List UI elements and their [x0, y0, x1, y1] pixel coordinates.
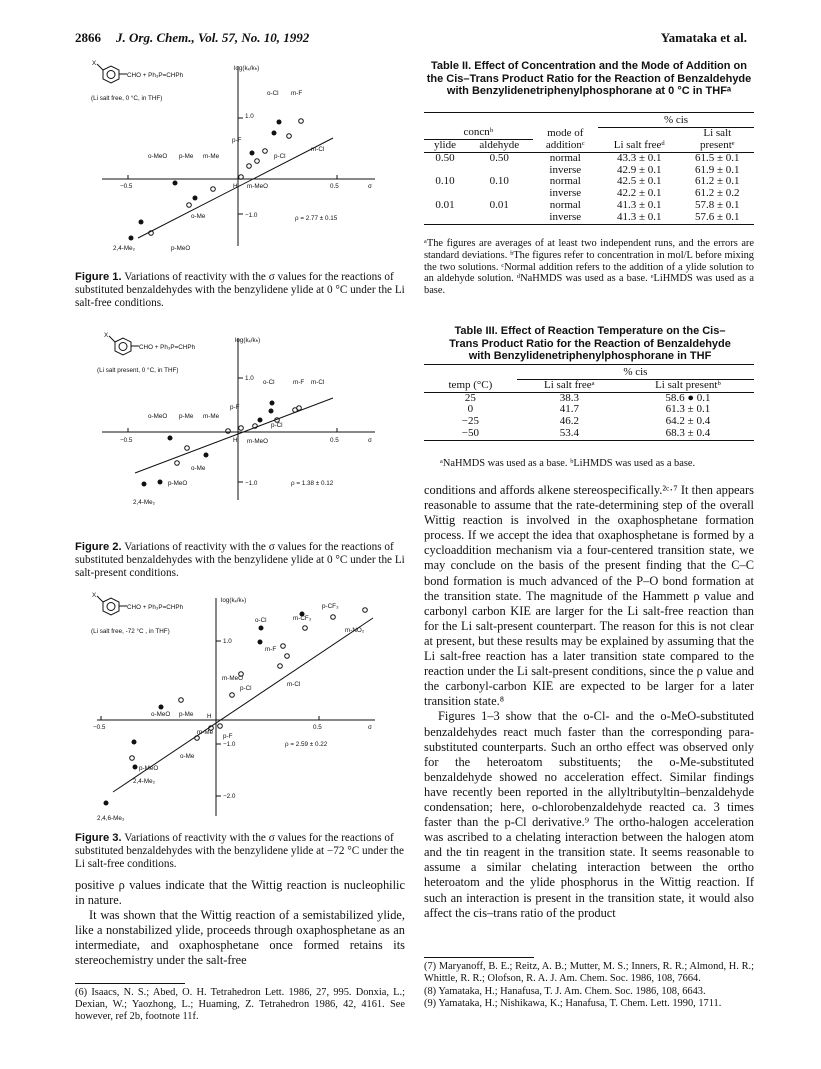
svg-text:2,4-Me₂: 2,4-Me₂	[133, 499, 156, 506]
svg-text:2,4-Me₂: 2,4-Me₂	[113, 245, 136, 252]
substituent-x-label: X	[92, 60, 97, 67]
svg-text:o-MeO: o-MeO	[148, 153, 168, 160]
svg-text:m-Me: m-Me	[197, 729, 214, 736]
svg-text:o-MeO: o-MeO	[151, 711, 171, 718]
table-row: inverse 41.3 ± 0.1 57.6 ± 0.1	[424, 212, 754, 224]
table-3: % cis temp (°C) Li salt freeᵃ Li salt presentᵇ 25 38.3 58.6 ● 0.1 0 41.7 61.3 ± 0.1 −25 46.2 64.2 ± 0.4 −50 53.4 68.3 ± 0.4	[424, 367, 754, 441]
svg-text:p-Me: p-Me	[179, 711, 194, 718]
svg-text:m-MeO: m-MeO	[222, 675, 243, 682]
table-row: −25 46.2 64.2 ± 0.4	[461, 415, 711, 428]
svg-text:1.0: 1.0	[223, 638, 232, 645]
svg-text:o-Cl: o-Cl	[263, 379, 275, 386]
svg-text:o-Me: o-Me	[191, 213, 206, 220]
svg-text:p-F: p-F	[230, 404, 240, 411]
table-2: % cis concnᵇ mode of Li salt ylide aldehyde additionᶜ Li salt freeᵈ presentᵉ 0.50 0.50 normal 43.3 ± 0.1 61.5 ± 0.1 inverse 42.9 ± 0.1 61.9 ± 0.1 0.10 0.10 normal 42.5 ± 0.1 61.2 ± 0.1 inverse 42.2 ± 0.1 61.2 ± 0.2 0.01 0.01 normal 41.3 ± 0.1 57.8 ± 0.1 inverse 41.3 ± 0.1 57.6 ± 0.1	[424, 115, 754, 225]
table-row: inverse 42.2 ± 0.1 61.2 ± 0.2	[549, 187, 740, 200]
x-axis-label: σ	[368, 183, 372, 190]
svg-text:p-Cl: p-Cl	[240, 685, 252, 692]
running-authors: Yamataka et al.	[660, 30, 747, 45]
table-3-notes: ᵃNaHMDS was used as a base. ᵇLiHMDS was used as a base.	[440, 458, 696, 469]
page-number: 2866	[75, 30, 101, 45]
svg-text:CHO + Ph₃P=CHPh: CHO + Ph₃P=CHPh	[127, 604, 184, 611]
table-row: 25 38.3 58.6 ● 0.1	[464, 391, 711, 404]
svg-text:−0.5: −0.5	[93, 724, 106, 731]
svg-text:p-Me: p-Me	[179, 413, 194, 420]
svg-text:m-Cl: m-Cl	[287, 681, 301, 688]
svg-text:p-Me: p-Me	[179, 153, 194, 160]
conditions-label: (Li salt free, 0 °C, in THF)	[91, 95, 163, 102]
svg-text:m-F: m-F	[291, 90, 303, 97]
svg-text:CHO + Ph₃P=CHPh: CHO + Ph₃P=CHPh	[139, 344, 196, 351]
svg-text:m-NO₂: m-NO₂	[345, 627, 365, 634]
svg-text:log(kₓ/kₕ): log(kₓ/kₕ)	[235, 337, 261, 344]
x-tick-pos: 0.5	[330, 183, 339, 190]
svg-text:ρ = 2.59 ± 0.22: ρ = 2.59 ± 0.22	[285, 741, 328, 748]
x-tick-neg: −0.5	[120, 183, 133, 190]
figure-2-caption: Figure 2. Variations of reactivity with the σ values for the reactions of substituted benzaldehydes with the benzylidene ylide at 0 °C under the Li salt-present conditions.	[75, 541, 405, 579]
svg-text:X: X	[104, 332, 109, 339]
svg-text:−1.0: −1.0	[223, 741, 236, 748]
y-tick-pos: 1.0	[245, 113, 254, 120]
table-row: −50 53.4 68.3 ± 0.4	[424, 428, 754, 440]
y-axis-label: log(kₓ/kₕ)	[234, 65, 260, 72]
rho-label: ρ = 2.77 ± 0.15	[295, 215, 338, 222]
svg-text:p-F: p-F	[223, 733, 233, 740]
svg-text:σ: σ	[368, 724, 372, 731]
svg-text:m-MeO: m-MeO	[247, 438, 268, 445]
left-body-text: positive ρ values indicate that the Wittig reaction is nucleophilic in nature. It was shown that the Wittig reaction of a semistabilized ylide, like a nonstabilized ylide, proceeds through oxaphosphetane as an intermediate, and oxaphosphetane once formed retains its stereochemistry under the salt-free	[75, 878, 405, 968]
figure-2-plot	[75, 330, 405, 520]
svg-text:p-MeO: p-MeO	[168, 480, 188, 487]
figure-3-plot	[75, 590, 405, 830]
left-footnote: (6) Isaacs, N. S.; Abed, O. H. Tetrahedron Lett. 1986, 27, 995. Donxia, L.; Dexian, W.; Yaozhong, L.; Huaming, Z. Tetrahedron 1986, 42, 4161. See however, ref 2b, footnote 11f.	[75, 987, 405, 1022]
benzene-ring-icon	[103, 598, 119, 615]
svg-text:H: H	[233, 437, 238, 444]
svg-text:m-Me: m-Me	[203, 413, 220, 420]
svg-text:m-CF₃: m-CF₃	[293, 615, 312, 622]
svg-text:log(kₓ/kₕ): log(kₓ/kₕ)	[221, 597, 247, 604]
svg-text:m-MeO: m-MeO	[247, 183, 268, 190]
svg-text:m-F: m-F	[293, 379, 305, 386]
svg-text:2,4-Me₂: 2,4-Me₂	[133, 778, 156, 785]
svg-text:−1.0: −1.0	[245, 480, 258, 487]
benzene-ring-icon	[103, 66, 119, 83]
svg-text:H: H	[207, 713, 212, 720]
reaction-label: CHO + Ph₃P=CHPh	[127, 72, 184, 79]
svg-text:(Li salt free, -72 °C , in THF: (Li salt free, -72 °C , in THF)	[91, 628, 170, 635]
figure-1-caption: Figure 1. Variations of reactivity with the σ values for the reactions of substituted benzaldehydes with the benzylidene ylide at 0 °C under the Li salt-free conditions.	[75, 271, 405, 309]
right-footnotes: (7) Maryanoff, B. E.; Reitz, A. B.; Mutter, M. S.; Inners, R. R.; Almond, H. R.; Whittle, R. R.; Olofson, R. A. J. Am. Chem. Soc. 1986, 108, 7664. (8) Yamataka, H.; Hanafusa, T. J. Am. Chem. Soc. 1986, 108, 6643. (9) Yamataka, H.; Nishikawa, K.; Hanafusa, T. Chem. Lett. 1990, 1711.	[424, 961, 754, 1010]
table-2-notes: ᵃThe figures are averages of at least two independent runs, and the errors are standard deviations. ᵇThe figures refer to concentration in mol/L before mixing the two solutions. ᶜNormal addition refers to the addition of a ylide solution to an aldehyde solution. ᵈNaHMDS was used as a base. ᵉLiHMDS was used as a base.	[424, 238, 754, 297]
svg-text:p-MeO: p-MeO	[139, 765, 159, 772]
svg-text:o-MeO: o-MeO	[148, 413, 168, 420]
svg-text:o-Me: o-Me	[191, 465, 206, 472]
svg-text:ρ = 1.38 ± 0.12: ρ = 1.38 ± 0.12	[291, 480, 334, 487]
figure-1-plot	[75, 58, 405, 258]
svg-text:m-Me: m-Me	[203, 153, 220, 160]
svg-text:−0.5: −0.5	[120, 437, 133, 444]
svg-text:0.5: 0.5	[313, 724, 322, 731]
svg-text:p-MeO: p-MeO	[171, 245, 191, 252]
svg-text:o-Me: o-Me	[180, 753, 195, 760]
svg-text:2,4,6-Me₃: 2,4,6-Me₃	[97, 815, 125, 822]
benzene-ring-icon	[115, 338, 131, 355]
svg-text:(Li salt present, 0 °C, in THF: (Li salt present, 0 °C, in THF)	[97, 367, 179, 374]
svg-text:p-F: p-F	[232, 137, 242, 144]
svg-text:0.5: 0.5	[330, 437, 339, 444]
svg-text:m-Cl: m-Cl	[311, 379, 325, 386]
table-row: inverse 42.9 ± 0.1 61.9 ± 0.1	[549, 163, 740, 176]
svg-text:o-Cl: o-Cl	[255, 617, 267, 624]
journal-citation: J. Org. Chem., Vol. 57, No. 10, 1992	[116, 30, 310, 45]
right-body-text: conditions and affords alkene stereospecifically.²ᶜ·⁷ It then appears reasonable to assume that the rate-determining step of the overall Wittig reaction is involved in the oxaphosphetane formation process. If we accept the idea that oxaphosphetane is formed by a cycloaddition mechanism via a four-centered transition state, we may conclude on the basis of the present finding that the C–C bond formation is much advanced of the P–O bond formation at the transition state. The magnitude of the Hammett ρ value and carbonyl carbon KIE are larger for the Li salt-free reaction than for the Li salt-present counterpart. The reason for this is not clear at present, but these results may be explained by assuming that the Li salt-free reaction has a later transition state compared to the reaction under the Li salt-present conditions, since the ρ value and the carbonyl-carbon KIE are expected to be larger for a later transition state.⁸ Figures 1–3 show that the o-Cl- and the o-MeO-substituted benzaldehydes react much faster than the corresponding para-substituted counterparts. Such an ortho effect was observed only for the heteroatom substituents; the o-Me-substituted benzaldehyde showed no acceleration effect. Similar findings have recently been reported in the allyltributyltin–benzaldehyde condensation; here, o-chlorobenzaldehyde reacted ca. 3 times faster than the p-Cl derivative.⁹ The ortho-halogen acceleration was ascribed to a chelating interaction between the halogen atom and the tin reagent in the transition state. It seems reasonable to assume a similar chelating interaction between the ortho heteroatom and the ylide phosphorus in the Wittig reaction. If such an interaction is present in the transition state, it would also affect the cis–trans ratio of the product	[424, 483, 754, 920]
table-row: 0.01 0.01 normal 41.3 ± 0.1 57.8 ± 0.1	[435, 199, 740, 212]
svg-text:p-CF₃: p-CF₃	[322, 603, 339, 610]
table-3-title: Table III. Effect of Reaction Temperature on the Cis–Trans Product Ratio for the Reaction of Benzaldehyde with Benzylidenetriphenylphosphorane in THF	[449, 325, 731, 362]
table-row: 0.50 0.50 normal 43.3 ± 0.1 61.5 ± 0.1	[435, 151, 740, 164]
origin-label: H	[233, 183, 238, 190]
svg-text:o-Cl: o-Cl	[267, 90, 279, 97]
table-2-title: Table II. Effect of Concentration and the Mode of Addition on the Cis–Trans Product Ratio for the Reaction of Benzaldehyde with Benzylidenetriphenylphosphorane at 0 °C in THFᵃ	[426, 60, 752, 97]
figure-3-caption: Figure 3. Variations of reactivity with the σ values for the reactions of substituted benzaldehydes with the benzylidene ylide at −72 °C under the Li salt-free conditions.	[75, 832, 404, 870]
table-row: 0.10 0.10 normal 42.5 ± 0.1 61.2 ± 0.1	[435, 175, 740, 188]
svg-text:1.0: 1.0	[245, 375, 254, 382]
svg-text:m-Cl: m-Cl	[311, 146, 325, 153]
svg-text:σ: σ	[368, 437, 372, 444]
svg-text:−2.0: −2.0	[223, 793, 236, 800]
svg-text:p-Cl: p-Cl	[274, 153, 286, 160]
table-row: 0 41.7 61.3 ± 0.1	[467, 403, 711, 416]
y-tick-neg: −1.0	[245, 212, 258, 219]
svg-text:X: X	[92, 592, 97, 599]
svg-text:p-Cl: p-Cl	[271, 422, 283, 429]
svg-text:m-F: m-F	[265, 646, 277, 653]
